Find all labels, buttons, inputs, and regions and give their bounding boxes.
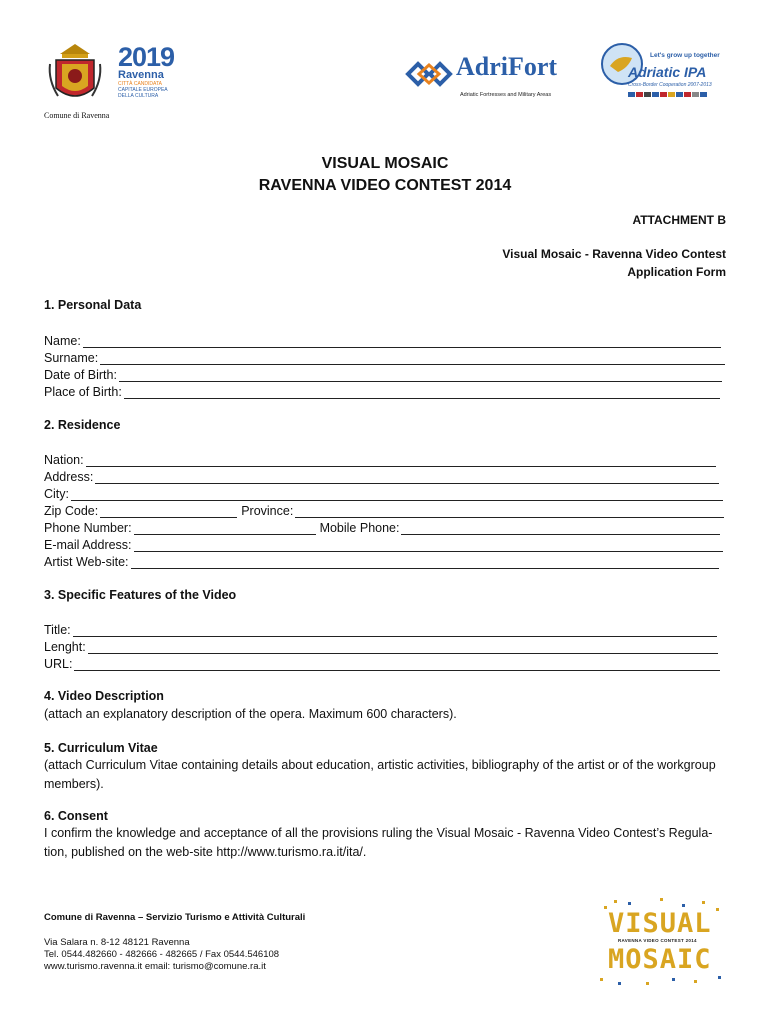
ravenna-2019-logo bbox=[118, 44, 188, 104]
pob-label: Place of Birth: bbox=[44, 385, 122, 399]
length-label: Lenght: bbox=[44, 640, 86, 654]
mobile-label: Mobile Phone: bbox=[319, 521, 400, 535]
cv-text: (attach Curriculum Vitae containing details about education, artistic activities, bibliography of the artist or of the workgroup members). bbox=[44, 758, 716, 791]
attachment-label: ATTACHMENT B bbox=[632, 213, 726, 227]
address-field[interactable] bbox=[44, 469, 719, 484]
city-input-line[interactable] bbox=[71, 489, 723, 501]
url-field[interactable] bbox=[44, 656, 720, 671]
ipa-sub: Cross-Border Cooperation 2007-2013 bbox=[628, 82, 712, 88]
section-personal-heading: 1. Personal Data bbox=[44, 298, 142, 312]
title-label: Title: bbox=[44, 623, 71, 637]
website-field[interactable] bbox=[44, 554, 719, 569]
dob-label: Date of Birth: bbox=[44, 368, 117, 382]
visual-mosaic-sub: RAVENNA VIDEO CONTEST 2014 bbox=[618, 938, 697, 943]
comune-caption: Comune di Ravenna bbox=[44, 111, 110, 120]
title-field[interactable] bbox=[44, 622, 717, 637]
city-label: City: bbox=[44, 487, 69, 501]
title-input-line[interactable] bbox=[73, 625, 717, 637]
email-field[interactable] bbox=[44, 537, 723, 552]
phone-input-line[interactable] bbox=[134, 523, 316, 535]
footer-web: www.turismo.ravenna.it email: turismo@comune.ra.it bbox=[44, 961, 266, 972]
zip-label: Zip Code: bbox=[44, 504, 99, 518]
section-cv-heading: 5. Curriculum Vitae bbox=[44, 741, 158, 755]
section-description-heading: 4. Video Description bbox=[44, 689, 164, 703]
email-input-line[interactable] bbox=[134, 540, 723, 552]
mobile-input-line[interactable] bbox=[401, 523, 720, 535]
dob-field[interactable] bbox=[44, 367, 722, 382]
nation-field[interactable] bbox=[44, 452, 716, 467]
address-label: Address: bbox=[44, 470, 94, 484]
name-field[interactable] bbox=[44, 333, 721, 348]
surname-label: Surname: bbox=[44, 351, 99, 365]
adriatic-ipa-logo bbox=[598, 40, 728, 110]
url-label: URL: bbox=[44, 657, 73, 671]
visual-mosaic-word2: MOSAIC bbox=[608, 944, 712, 975]
adrifort-name: AdriFort bbox=[456, 52, 558, 81]
pob-field[interactable] bbox=[44, 384, 720, 399]
website-input-line[interactable] bbox=[131, 557, 719, 569]
ipa-flags-row bbox=[628, 92, 707, 97]
logo-2019-sub1: CITTÀ CANDIDATA bbox=[118, 81, 162, 87]
phone-label: Phone Number: bbox=[44, 521, 132, 535]
section-residence-heading: 2. Residence bbox=[44, 418, 121, 432]
consent-text: I confirm the knowledge and acceptance of all the provisions ruling the Visual Mosaic - Ravenna Video Contest’s Regula-tion, published on the web-site http://www.turismo.ra.it/ita/. bbox=[44, 826, 713, 859]
page-title-line1: VISUAL MOSAIC bbox=[321, 155, 449, 172]
name-input-line[interactable] bbox=[83, 336, 721, 348]
zip-input-line[interactable] bbox=[100, 506, 237, 518]
adrifort-tagline: Adriatic Fortresses and Military Areas bbox=[460, 92, 552, 98]
pob-input-line[interactable] bbox=[124, 387, 720, 399]
adrifort-logo bbox=[400, 48, 585, 108]
logo-2019-sub3: DELLA CULTURA bbox=[118, 93, 159, 99]
section-video-heading: 3. Specific Features of the Video bbox=[44, 588, 237, 602]
description-text: (attach an explanatory description of the opera. Maximum 600 characters). bbox=[44, 707, 457, 721]
nation-label: Nation: bbox=[44, 453, 84, 467]
city-field[interactable] bbox=[44, 486, 723, 501]
address-input-line[interactable] bbox=[95, 472, 719, 484]
page-title-line2: RAVENNA VIDEO CONTEST 2014 bbox=[258, 177, 512, 194]
visual-mosaic-word1: VISUAL bbox=[608, 908, 712, 939]
surname-input-line[interactable] bbox=[100, 353, 725, 365]
url-input-line[interactable] bbox=[74, 659, 720, 671]
section-consent-heading: 6. Consent bbox=[44, 809, 108, 823]
logo-2019-city: Ravenna bbox=[118, 69, 164, 81]
dob-input-line[interactable] bbox=[119, 370, 722, 382]
logo-2019-sub2: CAPITALE EUROPEA bbox=[118, 87, 168, 93]
zip-province-row bbox=[44, 503, 724, 518]
form-name-line2: Application Form bbox=[627, 265, 726, 279]
province-label: Province: bbox=[241, 504, 294, 518]
province-input-line[interactable] bbox=[295, 506, 724, 518]
name-label: Name: bbox=[44, 334, 81, 348]
logo-2019-year: 2019 bbox=[118, 42, 175, 72]
nation-input-line[interactable] bbox=[86, 455, 716, 467]
website-label: Artist Web-site: bbox=[44, 555, 129, 569]
form-name-line1: Visual Mosaic - Ravenna Video Contest bbox=[502, 247, 726, 261]
surname-field[interactable] bbox=[44, 350, 725, 365]
visual-mosaic-logo bbox=[598, 898, 728, 986]
length-field[interactable] bbox=[44, 639, 718, 654]
phone-mobile-row bbox=[44, 520, 720, 535]
length-input-line[interactable] bbox=[88, 642, 718, 654]
footer-address: Via Salara n. 8-12 48121 Ravenna bbox=[44, 937, 190, 948]
footer-phones: Tel. 0544.482660 - 482666 - 482665 / Fax 0544.546108 bbox=[44, 949, 280, 960]
email-label: E-mail Address: bbox=[44, 538, 132, 552]
comune-crest-logo bbox=[46, 40, 104, 110]
footer-org: Comune di Ravenna – Servizio Turismo e Attività Culturali bbox=[44, 912, 306, 923]
ipa-slogan: Let's grow up together bbox=[650, 52, 720, 59]
ipa-name: Adriatic IPA bbox=[628, 64, 707, 80]
